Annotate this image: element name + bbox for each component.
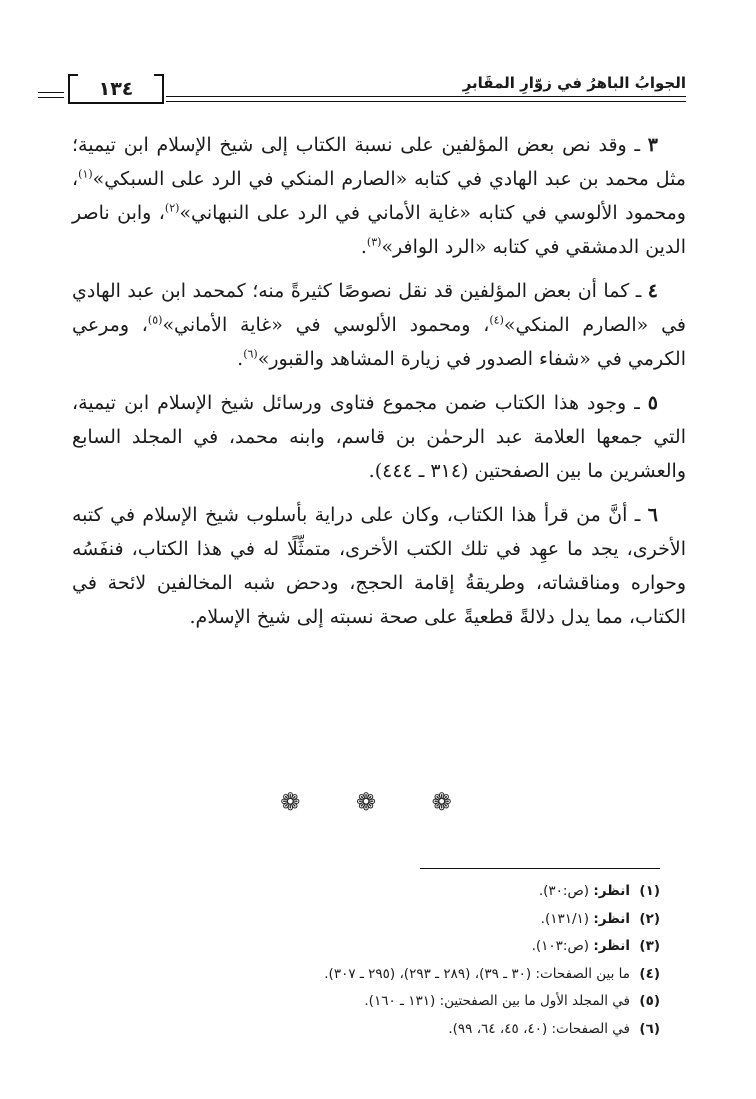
paragraph-text: ، ومرعي الكرمي في «شفاء الصدور في زيارة المشاهد والقبور» <box>72 314 686 370</box>
body-text <box>72 128 686 644</box>
paragraph-4 <box>72 274 686 376</box>
footnote-ref: (٢) <box>164 201 180 215</box>
footnote-number: (٤) <box>639 965 660 982</box>
footnote-text: (ص:١٠٣). <box>531 938 594 954</box>
footnote-ref: (٦) <box>243 347 258 361</box>
header-rule <box>166 96 686 102</box>
paragraph-text: ـ وجود هذا الكتاب ضمن مجموع فتاوى ورسائل شيخ الإسلام ابن تيمية، التي جمعها العلامة عبد الرحمٰن بن قاسم، وابنه محمد، في المجلد السابع والعشرين ما بين الصفحتين (٣١٤ ـ ٤٤٤). <box>72 392 686 482</box>
paragraph-6 <box>72 498 686 634</box>
paragraph-text: ـ كما أن بعض المؤلفين قد نقل نصوصًا كثيرةً منه؛ كمحمد ابن عبد الهادي في «الصارم المنكي» <box>72 280 686 336</box>
footnote-text: في الصفحات: (٤٠، ٤٥، ٦٤، ٩٩). <box>448 1020 630 1037</box>
paragraph-5 <box>72 386 686 488</box>
footnote-text: ما بين الصفحات: (٣٠ ـ ٣٩)، (٢٨٩ ـ ٢٩٣)، (٢٩٥ ـ ٣٠٧). <box>324 965 630 982</box>
footnote-number: (٥) <box>639 993 660 1009</box>
footnotes <box>60 878 660 1043</box>
footnote-6 <box>60 1016 660 1044</box>
running-title: الجوابُ الباهرُ في زوّارِ المقَابرِ <box>462 74 686 92</box>
footnote-text: (ص:٣٠). <box>538 883 594 899</box>
page-header <box>60 72 686 112</box>
paragraph-3 <box>72 128 686 264</box>
footnote-5 <box>60 988 660 1016</box>
footnote-2 <box>60 906 660 934</box>
page-number: ١٣٤ <box>68 76 164 104</box>
header-rule-left <box>38 92 64 98</box>
paragraph-text: ـ وقد نص بعض المؤلفين على نسبة الكتاب إلى شيخ الإسلام ابن تيمية؛ مثل محمد بن عبد الهادي في كتابه «الصارم المنكي في الرد على السبكي» <box>72 134 686 190</box>
footnote-label: انظر: <box>593 883 630 899</box>
footnote-3 <box>60 933 660 961</box>
footnote-ref: (٣) <box>366 235 382 249</box>
footnote-rule <box>420 868 660 869</box>
footnote-number: (٢) <box>639 910 660 927</box>
footnote-label: انظر: <box>593 910 630 927</box>
footnote-number: (١) <box>639 883 660 899</box>
paragraph-number: ٣ <box>647 134 658 156</box>
section-ornament: ❁ ❁ ❁ <box>280 788 476 816</box>
footnote-number: (٦) <box>639 1020 660 1037</box>
paragraph-text: . <box>237 348 244 370</box>
footnote-text: (١٣١/١). <box>540 910 594 927</box>
footnote-1 <box>60 878 660 906</box>
paragraph-number: ٤ <box>647 280 658 302</box>
footnote-4 <box>60 961 660 989</box>
footnote-number: (٣) <box>639 938 660 954</box>
paragraph-text: ـ أنَّ من قرأ هذا الكتاب، وكان على دراية بأسلوب شيخ الإسلام في كتبه الأخرى، يجد ما عهِد في تلك الكتب الأخرى، متمثِّلًا له في هذا الكتاب، فنفَسُه وحواره ومناقشاته، وطريقةُ إقامة الحجج، ودحض شبه المخالفين لائحة في الكتاب، مما يدل دلالةً قطعيةً على صحة نسبته إلى شيخ الإسلام. <box>72 504 686 628</box>
paragraph-text: ، ومحمود الألوسي في «غاية الأماني» <box>162 314 490 336</box>
footnote-ref: (٥) <box>147 313 163 327</box>
paragraph-number: ٥ <box>647 392 658 414</box>
paragraph-text: ، وابن ناصر الدين الدمشقي في كتابه «الرد الوافر» <box>72 202 686 258</box>
paragraph-text: ، ومحمود الألوسي في كتابه «غاية الأماني في الرد على النبهاني» <box>72 168 686 224</box>
paragraph-number: ٦ <box>647 504 658 526</box>
footnote-ref: (١) <box>78 167 93 181</box>
footnote-ref: (٤) <box>489 313 504 327</box>
footnote-label: انظر: <box>593 938 630 954</box>
paragraph-text: . <box>360 236 367 258</box>
footnote-text: في المجلد الأول ما بين الصفحتين: (١٣١ ـ ١٦٠). <box>364 993 630 1009</box>
